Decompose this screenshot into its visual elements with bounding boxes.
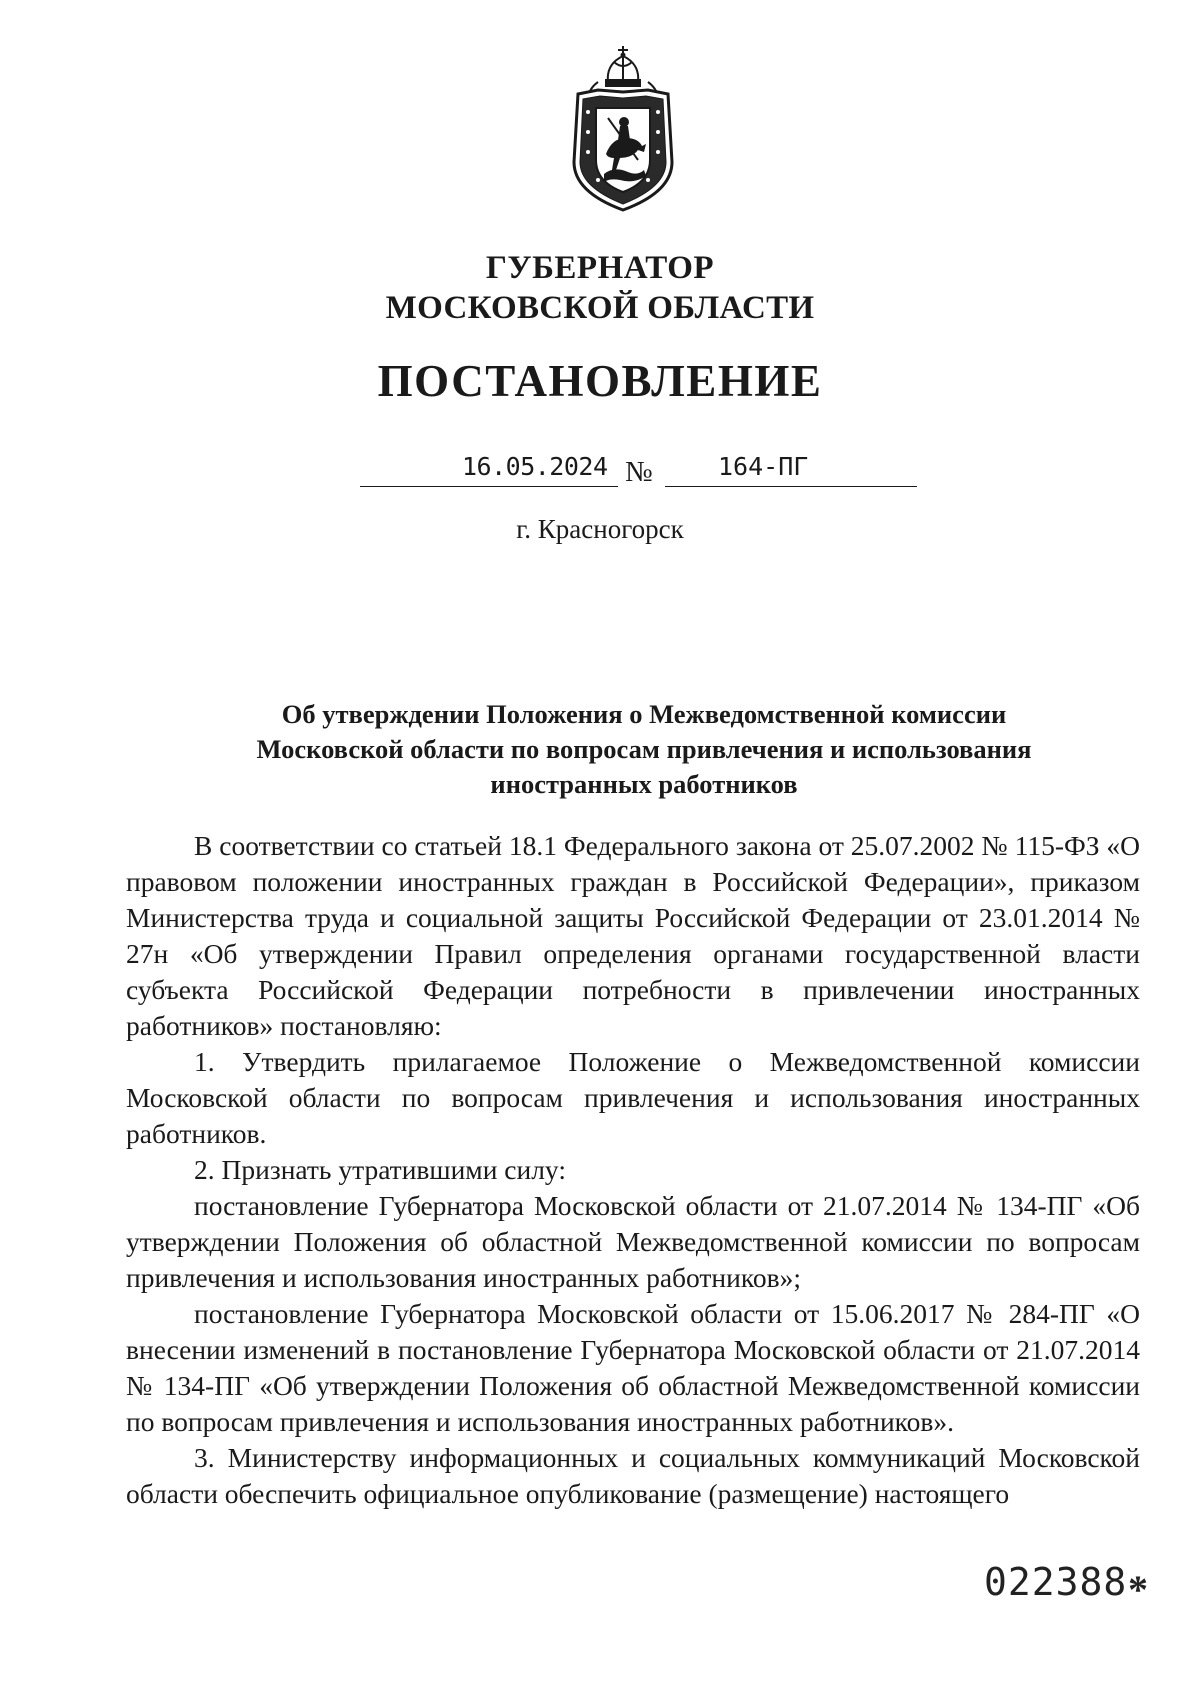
title-line-3: иностранных работников [490,769,798,799]
document-body [126,828,1140,1512]
title-line-2: Московской области по вопросам привлечения и использования [256,734,1032,764]
body-paragraph: 3. Министерству информационных и социальных коммуникаций Московской области обеспечить официальное опубликование (размещение) настоящего [126,1442,1140,1509]
city: г. Красногорск [516,514,684,544]
form-serial-number: 022388 [984,1560,1128,1604]
number-sign: № [625,456,653,488]
asterisk-mark: * [1128,1567,1148,1612]
body-paragraph: 2. Признать утратившими силу: [194,1154,566,1185]
body-paragraph: постановление Губернатора Московской области от 21.07.2014 № 134-ПГ «Об утверждении Положения об областной Межведомственной комиссии по вопросам привлечения и использования иностранных работников»; [126,1190,1140,1293]
document-title [200,697,1088,802]
authority-line-2: МОСКОВСКОЙ ОБЛАСТИ [385,290,815,326]
document-number: 164-ПГ [718,452,809,481]
number-underline [665,486,917,487]
body-paragraph: постановление Губернатора Московской области от 15.06.2017 № 284-ПГ «О внесении изменений в постановление Губернатора Московской области от 21.07.2014 № 134-ПГ «Об утверждении Положения об областной Межведомственной комиссии по вопросам привлечения и использования иностранных работников». [126,1298,1140,1437]
body-paragraph: 1. Утвердить прилагаемое Положение о Межведомственной комиссии Московской области по вопросам привлечения и использования иностранных работников. [126,1046,1140,1149]
title-line-1: Об утверждении Положения о Межведомственной комиссии [281,699,1007,729]
document-type: ПОСТАНОВЛЕНИЕ [377,356,823,406]
date-underline [360,486,618,487]
body-paragraph: В соответствии со статьей 18.1 Федерального закона от 25.07.2002 № 115-ФЗ «О правовом положении иностранных граждан в Российской Федерации», приказом Министерства труда и социальной защиты Российской Федерации от 23.01.2014 № 27н «Об утверждении Правил определения органами государственной власти субъекта Российской Федерации потребности в привлечении иностранных работников» постановляю: [126,830,1140,1041]
coat-of-arms-icon [568,42,678,214]
authority-line-1: ГУБЕРНАТОР [485,250,715,286]
document-date: 16.05.2024 [462,452,608,481]
